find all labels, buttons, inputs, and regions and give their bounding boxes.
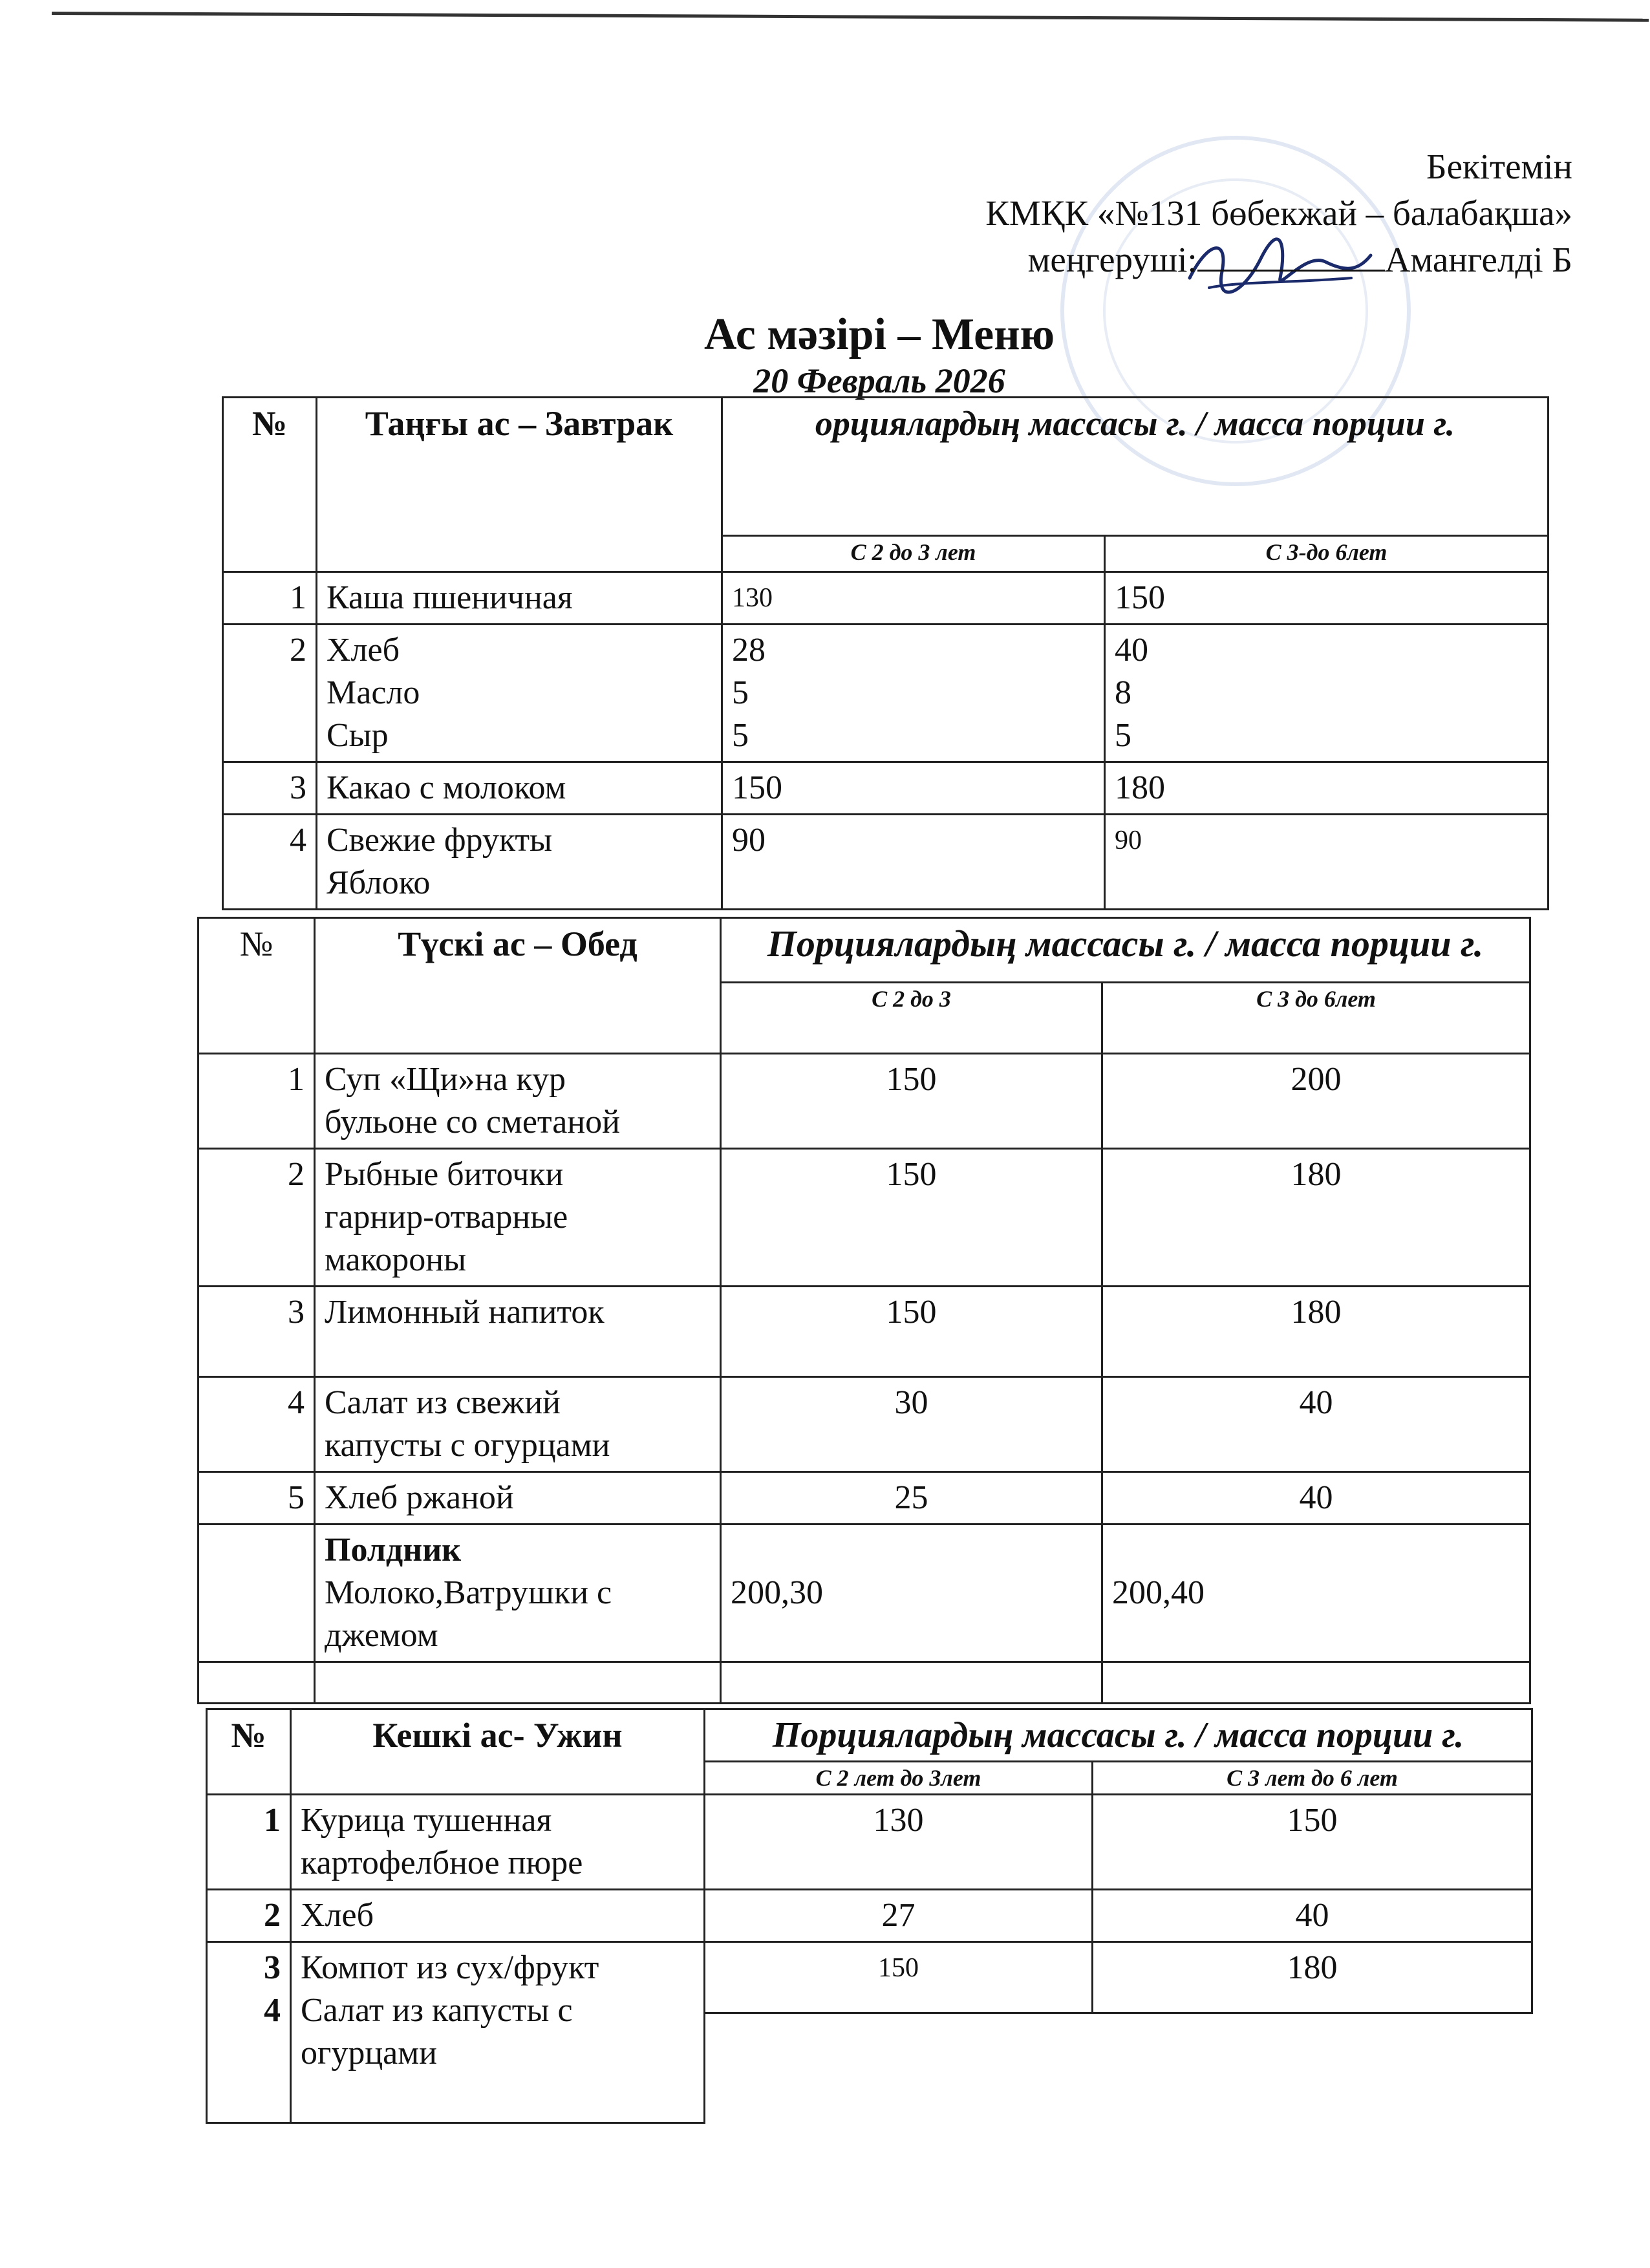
row-number: 1 [198,1054,315,1149]
scan-edge-line [52,12,1649,32]
portion-large: 180 [1102,1287,1530,1377]
row-number: 3 [198,1287,315,1377]
dish-name: Какао с молоком [317,762,722,815]
breakfast-age-1: С 2 до 3 лет [722,536,1105,572]
row-number: 3 4 [207,1942,291,2123]
portion-large: 40 8 5 [1105,625,1548,762]
portion-large: 180 [1105,762,1548,815]
portion-small: 150 [721,1149,1102,1287]
lunch-col-mass: Порциялардың массасы г. / масса порции г. [721,918,1530,983]
breakfast-col-num: № [223,398,317,572]
table-row [198,1472,1530,1524]
dinner-age-2: С 3 лет до 6 лет [1093,1762,1532,1795]
row-number: 1 [223,572,317,625]
row-number: 1 [207,1795,291,1890]
portion-small: 150 [721,1287,1102,1377]
dish-name: Компот из сух/фрукт Салат из капусты с огурцами [291,1942,705,2123]
approval-role: меңгеруші: [1027,240,1197,279]
approval-block [985,144,1572,283]
table-row [223,572,1548,625]
row-number: 2 [207,1890,291,1942]
portion-large: 90 [1105,815,1548,910]
row-number: 5 [198,1472,315,1524]
portion-small: 90 [722,815,1105,910]
portion-large: 40 [1093,1890,1532,1942]
breakfast-table [222,396,1549,910]
row-number: 3 [223,762,317,815]
dish-name: Свежие фрукты Яблоко [317,815,722,910]
table-row [198,1287,1530,1377]
table-row [223,762,1548,815]
table-row [223,815,1548,910]
breakfast-col-mass: орциялардың массасы г. / масса порции г. [722,398,1548,536]
empty-row [198,1662,1530,1704]
portion-small: 130 [722,572,1105,625]
portion-small: 200,30 [721,1524,1102,1662]
lunch-table [197,917,1531,1704]
dish-name: Хлеб ржаной [315,1472,721,1524]
dish-name: Каша пшеничная [317,572,722,625]
portion-small: 150 [722,762,1105,815]
menu-date: 20 Февраль 2026 [753,361,1005,400]
portion-small: 25 [721,1472,1102,1524]
row-number: 2 [223,625,317,762]
table-row [198,1054,1530,1149]
portion-large: 150 [1093,1795,1532,1890]
dish-name: Суп «Щи»на кур бульоне со сметаной [315,1054,721,1149]
breakfast-col-name: Таңғы ас – Завтрак [317,398,722,572]
table-row [207,1942,1532,2013]
snack-row [198,1524,1530,1662]
dish-name: Курица тушенная картофелбное пюре [291,1795,705,1890]
dish-name: Лимонный напиток [315,1287,721,1377]
dinner-col-mass: Порциялардың массасы г. / масса порции г. [705,1709,1532,1762]
page-title: Ас мәзірі – Меню [703,310,1055,359]
row-number-empty [198,1524,315,1662]
portion-large: 150 [1105,572,1548,625]
breakfast-age-2: С 3-до 6лет [1105,536,1548,572]
lunch-col-name: Түскі ас – Обед [315,918,721,1054]
dinner-table [206,1708,1533,2124]
lunch-col-num: № [198,918,315,1054]
dinner-col-name: Кешкі ас- Ужин [291,1709,705,1795]
portion-large: 40 [1102,1377,1530,1472]
portion-large: 40 [1102,1472,1530,1524]
table-row [223,625,1548,762]
portion-large: 180 [1102,1149,1530,1287]
signature-line [1197,244,1385,272]
table-row [198,1377,1530,1472]
approval-line2: КМҚК «№131 бөбекжай – балабақша» [985,193,1572,233]
snack-name: Полдник Молоко,Ватрушки с джемом [315,1524,721,1662]
row-number: 4 [223,815,317,910]
portion-small: 27 [705,1890,1093,1942]
portion-small: 130 [705,1795,1093,1890]
dinner-col-num: № [207,1709,291,1795]
portion-large: 200,40 [1102,1524,1530,1662]
lunch-age-1: С 2 до 3 [721,983,1102,1054]
dish-name: Салат из свежий капусты с огурцами [315,1377,721,1472]
table-row [207,1795,1532,1890]
dish-name: Хлеб Масло Сыр [317,625,722,762]
approval-line1: Бекітемін [1426,147,1572,186]
row-number: 4 [198,1377,315,1472]
approval-line3 [985,237,1572,283]
dish-name: Хлеб [291,1890,705,1942]
approval-name: Амангелді Б [1384,240,1572,279]
portion-small: 28 5 5 [722,625,1105,762]
dish-name: Рыбные биточки гарнир-отварные макороны [315,1149,721,1287]
portion-small: 30 [721,1377,1102,1472]
dinner-age-1: С 2 лет до 3лет [705,1762,1093,1795]
portion-small: 150 [721,1054,1102,1149]
table-row [207,1890,1532,1942]
portion-large: 200 [1102,1054,1530,1149]
row-number: 2 [198,1149,315,1287]
portion-large: 180 [1093,1942,1532,2013]
table-row [198,1149,1530,1287]
portion-small: 150 [705,1942,1093,2013]
lunch-age-2: С 3 до 6лет [1102,983,1530,1054]
